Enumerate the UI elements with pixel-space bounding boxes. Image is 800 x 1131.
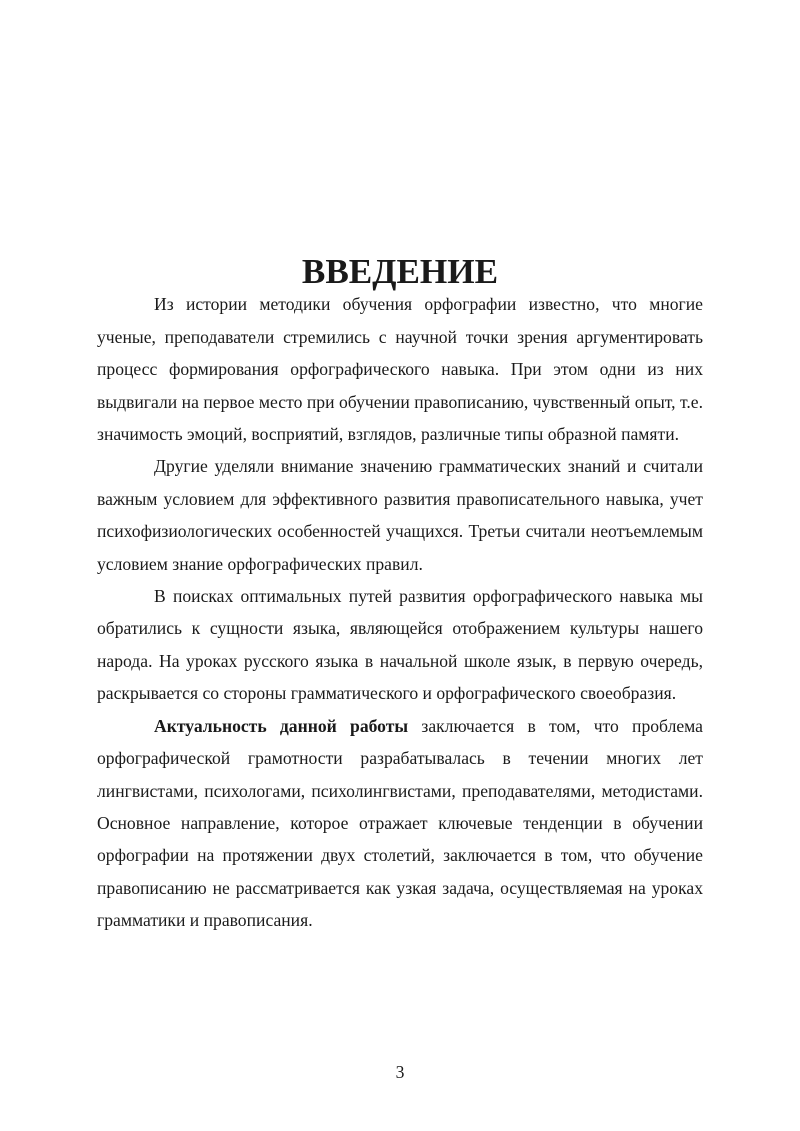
section-heading: ВВЕДЕНИЕ	[301, 252, 499, 291]
paragraph-2-text: Другие уделяли внимание значению грамматических знаний и считали важным условием для эффективного развития правописательного навыка, учет психофизиологических особенностей учащихся. Третьи считали неотъемлемым условием знание орфографических правил.	[97, 456, 703, 574]
page-number: 3	[395, 1062, 405, 1082]
paragraph-3	[97, 580, 703, 710]
document-body	[97, 252, 703, 937]
paragraph-3-text: В поисках оптимальных путей развития орфографического навыка мы обратились к сущности языка, являющейся отображением культуры нашего народа. На уроках русского языка в начальной школе язык, в первую очередь, раскрывается со стороны грамматического и орфографического своеобразия.	[97, 586, 703, 704]
paragraph-1	[97, 288, 703, 450]
paragraph-4-bold-lead: Актуальность данной работы	[154, 715, 409, 736]
paragraph-4	[97, 710, 703, 937]
paragraph-4-text: заключается в том, что проблема орфографической грамотности разрабатывалась в течении многих лет лингвистами, психологами, психолингвистами, преподавателями, методистами. Основное направление, которое отражает ключевые тенденции в обучении орфографии на протяжении двух столетий, заключается в том, что обучение правописанию не рассматривается как узкая задача, осуществляемая на уроках грамматики и правописания.	[97, 715, 703, 931]
paragraph-2	[97, 450, 703, 580]
paragraph-1-text: Из истории методики обучения орфографии известно, что многие ученые, преподаватели стремились с научной точки зрения аргументировать процесс формирования орфографического навыка. При этом одни из них выдвигали на первое место при обучении правописанию, чувственный опыт, т.е. значимость эмоций, восприятий, взглядов, различные типы образной памяти.	[97, 294, 703, 445]
